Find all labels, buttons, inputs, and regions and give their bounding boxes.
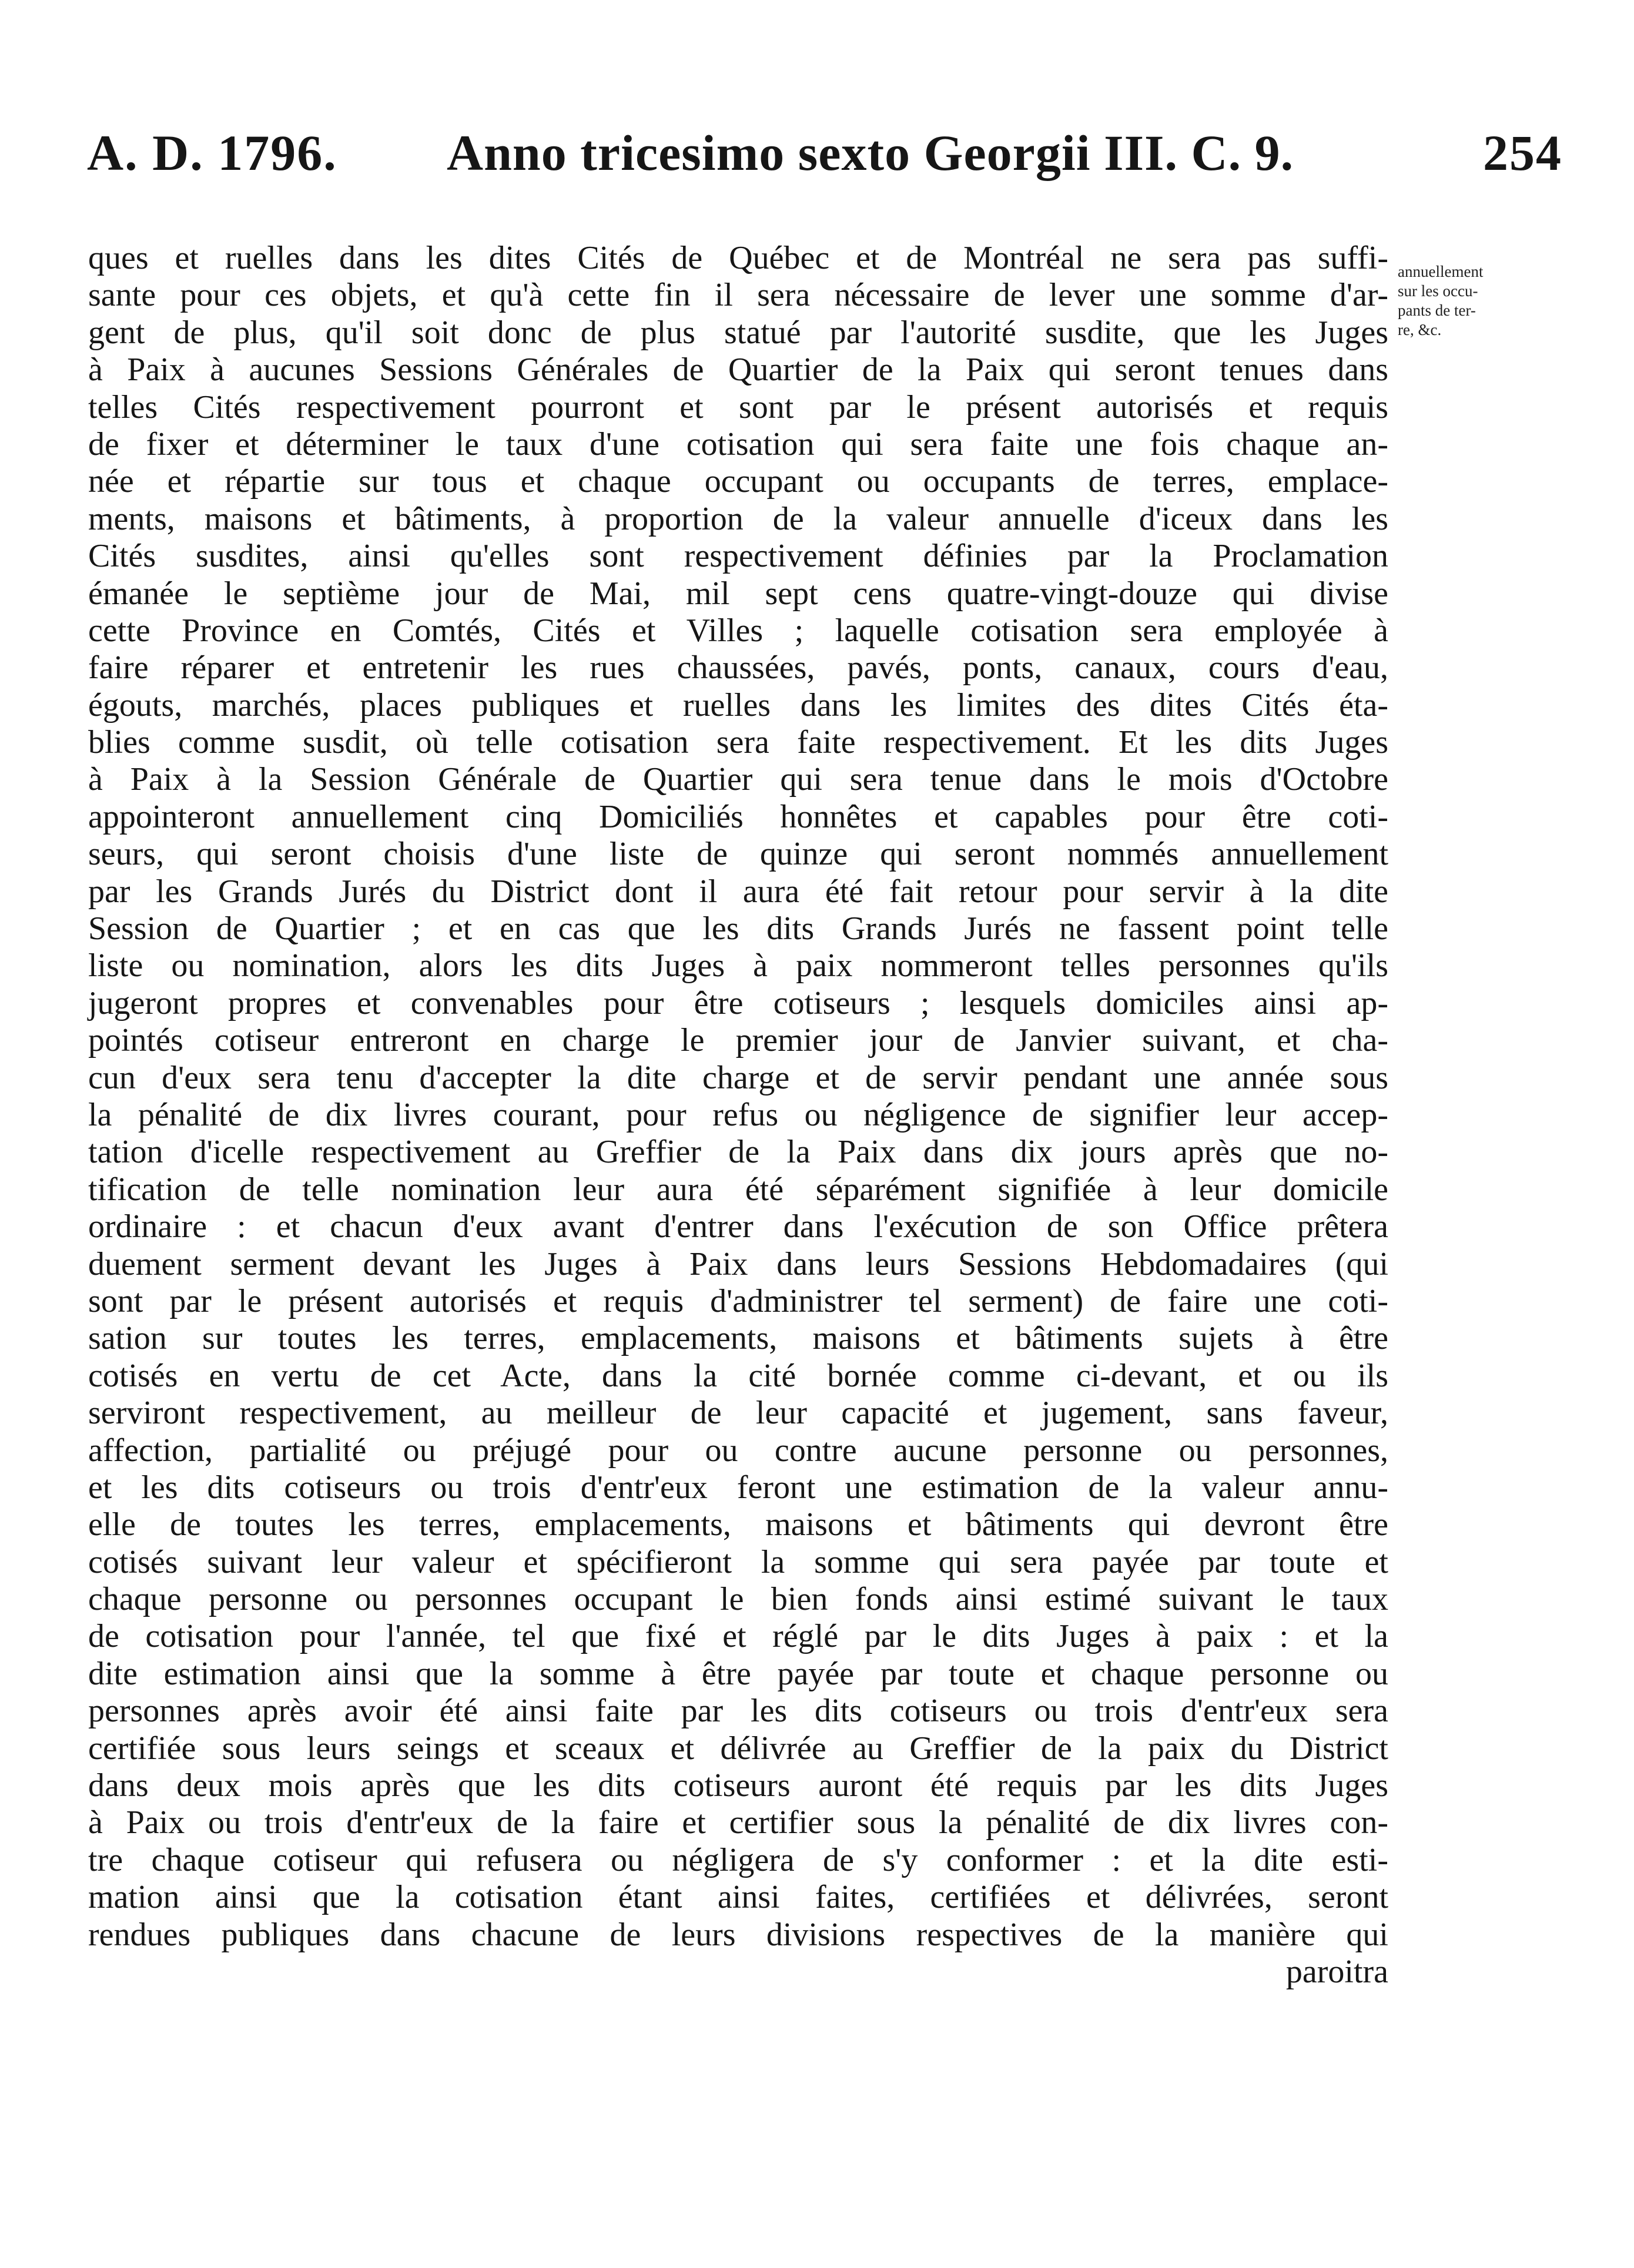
text-line: et les dits cotiseurs ou trois d'entr'eux feront une estimation de la valeur annu- [88,1469,1388,1506]
text-line: cotisés suivant leur valeur et spécifieront la somme qui sera payée par toute et [88,1543,1388,1580]
text-line: la pénalité de dix livres courant, pour refus ou négligence de signifier leur accep- [88,1096,1388,1133]
margin-note-line: re, &c. [1398,321,1442,339]
text-line: égouts, marchés, places publiques et ruelles dans les limites des dites Cités éta- [88,686,1388,723]
text-line: à Paix à aucunes Sessions Générales de Quartier de la Paix qui seront tenues dans [88,351,1388,388]
text-line: jugeront propres et convenables pour être cotiseurs ; lesquels domiciles ainsi ap- [88,984,1388,1021]
text-line: ordinaire : et chacun d'eux avant d'entrer dans l'exécution de son Office prêtera [88,1208,1388,1245]
text-line: blies comme susdit, où telle cotisation sera faite respectivement. Et les dits Juges [88,724,1388,761]
text-line: chaque personne ou personnes occupant le bien fonds ainsi estimé suivant le taux [88,1581,1388,1618]
margin-note [1398,262,1556,340]
text-line: ments, maisons et bâtiments, à proportion de la valeur annuelle d'iceux dans les [88,500,1388,537]
text-line: née et répartie sur tous et chaque occupant ou occupants de terres, emplace- [88,463,1388,500]
text-line: gent de plus, qu'il soit donc de plus statué par l'autorité susdite, que les Juges [88,314,1388,351]
margin-note-line: annuellement [1398,263,1484,280]
text-line: seurs, qui seront choisis d'une liste de quinze qui seront nommés annuellement [88,836,1388,873]
text-line: telles Cités respectivement pourront et sont par le présent autorisés et requis [88,388,1388,426]
text-line: duement serment devant les Juges à Paix dans leurs Sessions Hebdomadaires (qui [88,1245,1388,1282]
text-line: faire réparer et entretenir les rues chaussées, pavés, ponts, canaux, cours d'eau, [88,649,1388,686]
text-line: mation ainsi que la cotisation étant ainsi faites, certifiées et délivrées, seront [88,1879,1388,1916]
text-line: elle de toutes les terres, emplacements, maisons et bâtiments qui devront être [88,1506,1388,1543]
text-line: tification de telle nomination leur aura été séparément signifiée à leur domicile [88,1171,1388,1208]
text-line: sante pour ces objets, et qu'à cette fin il sera nécessaire de lever une somme d'ar- [88,277,1388,314]
text-line: tation d'icelle respectivement au Greffier de la Paix dans dix jours après que no- [88,1134,1388,1171]
text-line: à Paix à la Session Générale de Quartier qui sera tenue dans le mois d'Octobre [88,761,1388,798]
header-year: A. D. 1796. [87,125,337,181]
margin-note-line: pants de ter- [1398,301,1476,319]
text-line: cotisés en vertu de cet Acte, dans la cité bornée comme ci-devant, et ou ils [88,1357,1388,1394]
text-line: sont par le présent autorisés et requis d'administrer tel serment) de faire une coti- [88,1282,1388,1319]
text-line: par les Grands Jurés du District dont il aura été fait retour pour servir à la dite [88,873,1388,910]
text-line: ques et ruelles dans les dites Cités de Québec et de Montréal ne sera pas suffi- [88,240,1388,276]
text-line: certifiée sous leurs seings et sceaux et délivrée au Greffier de la paix du District [88,1730,1388,1767]
text-line: pointés cotiseur entreront en charge le premier jour de Janvier suivant, et cha- [88,1022,1388,1059]
text-line: appointeront annuellement cinq Domiciliés honnêtes et capables pour être coti- [88,798,1388,835]
text-line: cette Province en Comtés, Cités et Villes ; laquelle cotisation sera employée à [88,612,1388,649]
page-number: 254 [1483,125,1562,181]
body-text [88,240,1388,1991]
text-line: cun d'eux sera tenu d'accepter la dite charge et de servir pendant une année sous [88,1059,1388,1096]
text-line: paroitra [1285,1953,1388,1990]
text-line: personnes après avoir été ainsi faite par les dits cotiseurs ou trois d'entr'eux sera [88,1693,1388,1730]
text-line: Cités susdites, ainsi qu'elles sont respectivement définies par la Proclamation [88,538,1388,575]
text-line: à Paix ou trois d'entr'eux de la faire et certifier sous la pénalité de dix livres con- [88,1804,1388,1841]
text-line: rendues publiques dans chacune de leurs divisions respectives de la manière qui [88,1916,1388,1953]
text-line: émanée le septième jour de Mai, mil sept cens quatre-vingt-douze qui divise [88,575,1388,612]
text-line: affection, partialité ou préjugé pour ou contre aucune personne ou personnes, [88,1432,1388,1469]
text-line: de cotisation pour l'année, tel que fixé et réglé par le dits Juges à paix : et la [88,1618,1388,1655]
text-line: liste ou nomination, alors les dits Juges à paix nommeront telles personnes qu'ils [88,947,1388,984]
text-line: sation sur toutes les terres, emplacements, maisons et bâtiments sujets à être [88,1320,1388,1357]
text-line: dans deux mois après que les dits cotiseurs auront été requis par les dits Juges [88,1767,1388,1804]
text-line: de fixer et déterminer le taux d'une cotisation qui sera faite une fois chaque an- [88,426,1388,463]
text-line: Session de Quartier ; et en cas que les dits Grands Jurés ne fassent point telle [88,910,1388,947]
margin-note-line: sur les occu- [1398,282,1478,300]
text-line: dite estimation ainsi que la somme à être payée par toute et chaque personne ou [88,1655,1388,1692]
text-line: tre chaque cotiseur qui refusera ou négligera de s'y conformer : et la dite esti- [88,1841,1388,1878]
header-title: Anno tricesimo sexto Georgii III. C. 9. [447,125,1294,181]
running-head [87,120,1562,185]
text-line: serviront respectivement, au meilleur de leur capacité et jugement, sans faveur, [88,1395,1388,1432]
